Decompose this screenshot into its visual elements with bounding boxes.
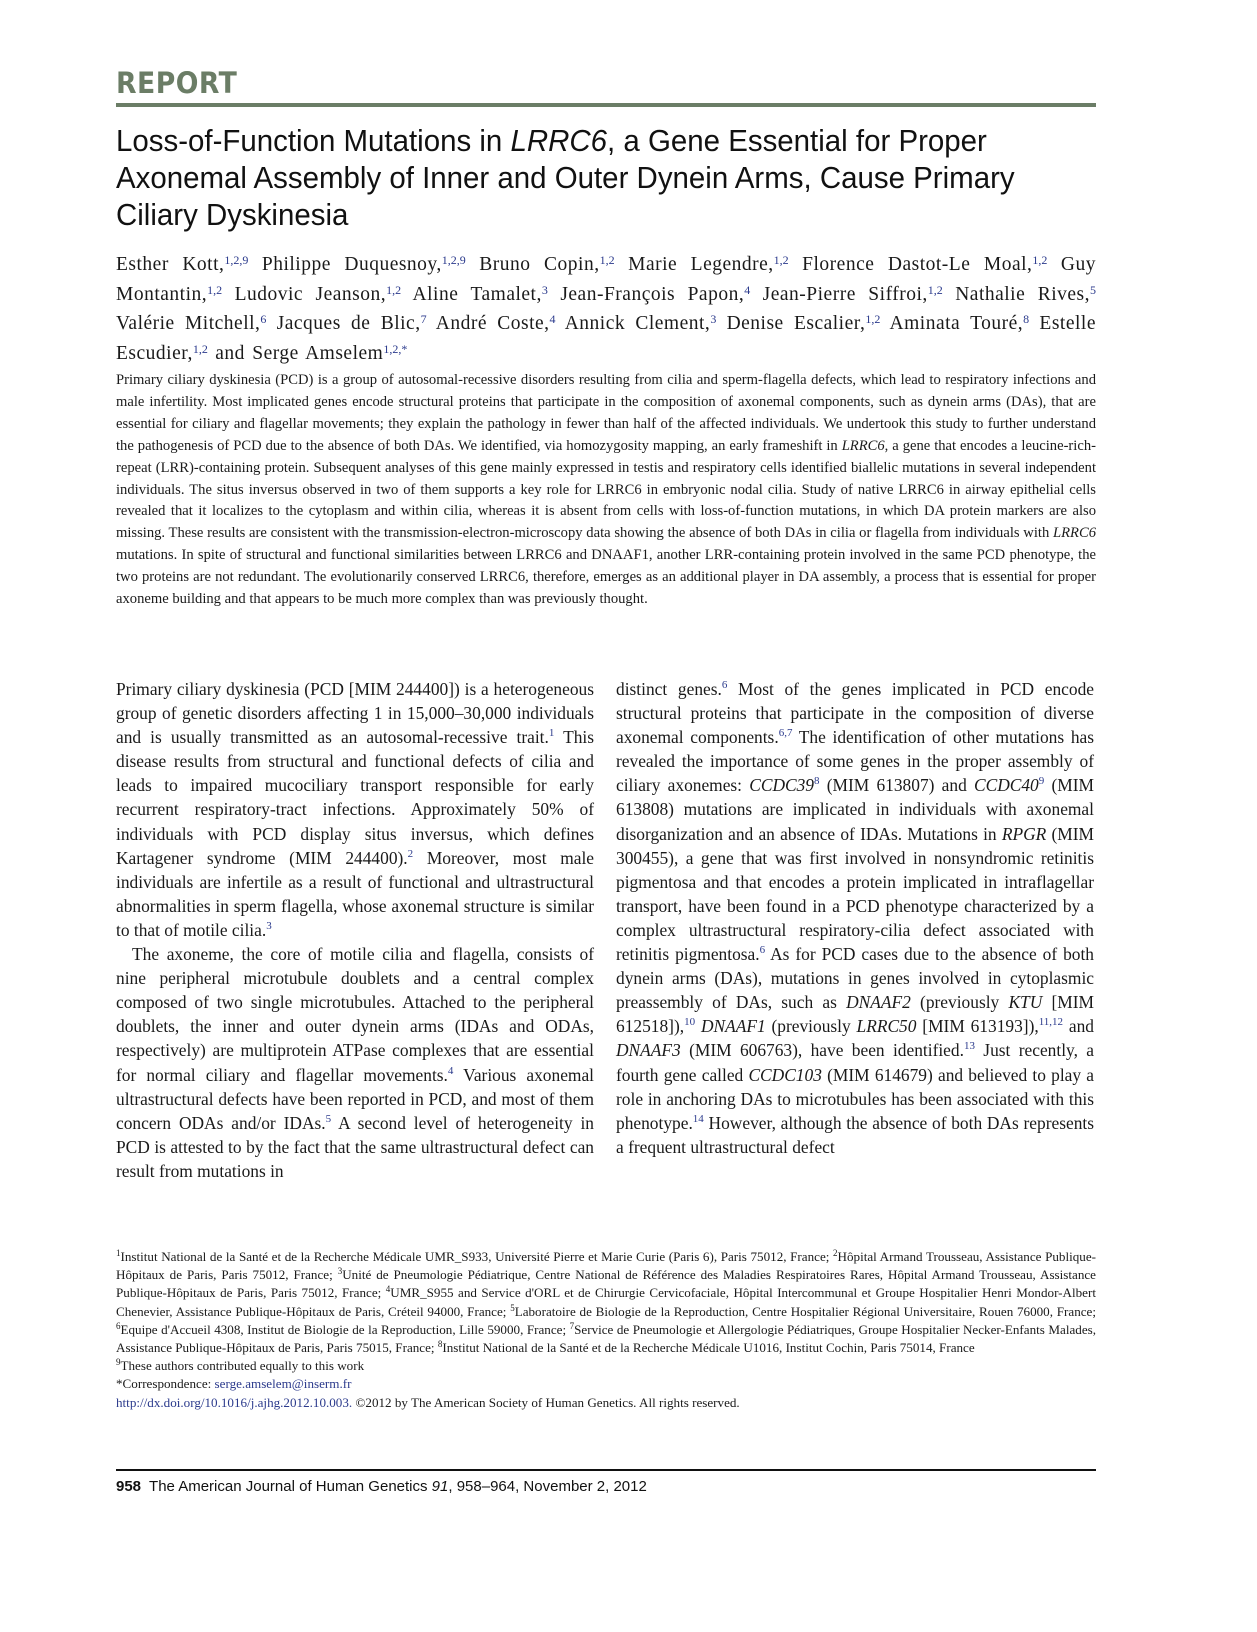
title-part-2: , a Gene Essential for Proper Axonemal Assembly of Inner and Outer Dynein Arms, Cause Primary Ciliary Dyskinesia bbox=[116, 123, 1015, 232]
author-affiliation-ref[interactable]: 1,2 bbox=[192, 341, 208, 356]
author-affiliation-ref[interactable]: 1,2,* bbox=[383, 341, 408, 356]
citation-ref[interactable]: 4 bbox=[447, 1064, 454, 1077]
page-number: 958 bbox=[116, 1478, 142, 1495]
gene-name: LRRC6 bbox=[1053, 525, 1096, 542]
title-gene: LRRC6 bbox=[510, 123, 608, 158]
citation-ref[interactable]: 14 bbox=[692, 1112, 704, 1125]
author-list bbox=[116, 248, 1096, 366]
author-affiliation-ref[interactable]: 1,2 bbox=[865, 312, 881, 326]
abstract bbox=[116, 370, 1096, 611]
gene-name: CCDC39 bbox=[749, 775, 814, 796]
author: Philippe Duquesnoy,$^{1,2,9}$ bbox=[261, 253, 466, 275]
author: Jacques de Blic,$^7$ bbox=[276, 312, 427, 334]
section-label: REPORT bbox=[116, 66, 238, 100]
page-footer bbox=[116, 1478, 647, 1495]
body-paragraph: Primary ciliary dyskinesia (PCD [MIM 244400]) is a heterogeneous group of genetic disorders affecting 1 in 15,000–30,000 individuals and is usually transmitted as an autosomal-recessive trait.$^1$ This disease results from structural and functional defects of cilia and leads to impaired mucociliary transport responsible for early recurrent respiratory-tract infections. Approximately 50% of individuals with PCD display situs inversus, which defines Kartagener syndrome (MIM 244400).$^2$ Moreover, most male individuals are infertile as a result of functional and ultrastructural abnormalities in sperm flagella, whose axonemal structure is similar to that of motile cilia.$^3$ bbox=[116, 679, 595, 940]
author-affiliation-ref[interactable]: 1,2 bbox=[927, 282, 943, 297]
author: Nathalie Rives,$^5$ bbox=[955, 282, 1096, 305]
author: Aline Tamalet,$^3$ bbox=[412, 282, 548, 305]
citation-ref[interactable]: 3 bbox=[266, 919, 272, 932]
gene-name: DNAAF1 bbox=[700, 1016, 766, 1037]
citation-ref[interactable]: 2 bbox=[407, 847, 414, 860]
journal-name: The American Journal of Human Genetics bbox=[149, 1478, 432, 1495]
author-affiliation-ref[interactable]: 5 bbox=[1090, 282, 1096, 297]
author: and Serge Amselem$^{1,2,*}$ bbox=[215, 341, 408, 364]
gene-name: RPGR bbox=[1001, 823, 1047, 844]
body-column-right bbox=[616, 677, 1094, 1159]
citation-ref[interactable]: 5 bbox=[325, 1112, 332, 1125]
citation-ref[interactable]: 1 bbox=[548, 727, 555, 740]
author-affiliation-ref[interactable]: 4 bbox=[744, 282, 751, 297]
title-part-1: Loss-of-Function Mutations in bbox=[116, 123, 511, 158]
author: Annick Clement,$^3$ bbox=[564, 312, 717, 334]
author-affiliation-ref[interactable]: 1,2 bbox=[207, 282, 223, 297]
author: Marie Legendre,$^{1,2}$ bbox=[628, 253, 789, 275]
journal-volume: 91 bbox=[431, 1478, 449, 1495]
doi-link[interactable]: http://dx.doi.org/10.1016/j.ajhg.2012.10.003. bbox=[116, 1394, 353, 1410]
citation-ref[interactable]: 6,7 bbox=[778, 727, 793, 740]
author: Esther Kott,$^{1,2,9}$ bbox=[116, 253, 249, 275]
author-affiliation-ref[interactable]: 1,2,9 bbox=[441, 253, 466, 267]
doi-line: http://dx.doi.org/10.1016/j.ajhg.2012.10.003. ©2012 by The American Society of Human Genetics. All rights reserved. bbox=[116, 1394, 740, 1410]
author-affiliation-ref[interactable]: 1,2 bbox=[386, 282, 402, 297]
author-affiliation-ref[interactable]: 8 bbox=[1023, 312, 1030, 326]
gene-name: CCDC103 bbox=[748, 1064, 822, 1085]
author: Aminata Touré,$^8$ bbox=[889, 312, 1030, 334]
gene-name: LRRC50 bbox=[856, 1016, 917, 1037]
author: Guy Montantin,$^{1,2}$ bbox=[116, 254, 1096, 305]
author: Denise Escalier,$^{1,2}$ bbox=[726, 312, 881, 334]
author-affiliation-ref[interactable]: 1,2 bbox=[773, 253, 789, 267]
author: Jean-Pierre Siffroi,$^{1,2}$ bbox=[762, 282, 943, 305]
citation-ref[interactable]: 6 bbox=[721, 679, 728, 691]
author: Ludovic Jeanson,$^{1,2}$ bbox=[234, 282, 402, 305]
author: Estelle Escudier,$^{1,2}$ bbox=[116, 313, 1096, 364]
citation-ref[interactable]: 9 bbox=[1038, 775, 1045, 788]
gene-name: LRRC6 bbox=[841, 437, 885, 454]
citation-ref[interactable]: 10 bbox=[684, 1016, 696, 1029]
author-affiliation-ref[interactable]: 1,2,9 bbox=[224, 253, 249, 267]
body-paragraph: distinct genes.$^6$ Most of the genes implicated in PCD encode structural proteins that participate in the composition of diverse axonemal components.$^{6,7}$ The identification of other mutations has revealed the importance of some genes in the proper assembly of ciliary axonemes: $CCDC39^8$ (MIM 613807) and $CCDC40^9$ (MIM 613808) mutations are implicated in individuals with axonemal disorganization and an absence of IDAs. Mutations in RPGR (MIM 300455), a gene that was first involved in nonsyndromic retinitis pigmentosa and that encodes a protein implicated in intraflagellar transport, have been found in a PCD phenotype characterized by a complex ultrastructural respiratory-cilia defect associated with retinitis pigmentosa.$^6$ As for PCD cases due to the absence of both dynein arms (DAs), mutations in genes involved in cytoplasmic preassembly of DAs, such as DNAAF2 (previously KTU [MIM 612518]),$^{10}$ DNAAF1 (previously LRRC50 [MIM 613193]),$^{11,12}$ and DNAAF3 (MIM 606763), have been identified.$^{13}$ Just recently, a fourth gene called CCDC103 (MIM 614679) and believed to play a role in anchoring DAs to microtubules has been associated with this phenotype.$^{14}$ However, although the absence of both DAs represents a frequent ultrastructural defect bbox=[616, 679, 1095, 1157]
author: André Coste,$^4$ bbox=[435, 312, 556, 334]
author: Florence Dastot-Le Moal,$^{1,2}$ bbox=[802, 253, 1048, 275]
author-affiliation-ref[interactable]: 1,2 bbox=[1032, 253, 1048, 267]
gene-name: KTU bbox=[1008, 992, 1043, 1013]
author: Valérie Mitchell,$^6$ bbox=[116, 312, 267, 334]
journal-citation: , 958–964, November 2, 2012 bbox=[448, 1478, 647, 1495]
affiliation-list: $^1$Institut National de la Santé et de la Recherche Médicale UMR_S933, Université Pierre et Marie Curie (Paris 6), Paris 75012, France; $^2$Hôpital Armand Trousseau, Assistance Publique-Hôpitaux de Paris, Paris 75012, France; $^3$Unité de Pneumologie Pédiatrique, Centre National de Référence des Maladies Respiratoires Rares, Hôpital Armand Trousseau, Assistance Publique-Hôpitaux de Paris, Paris 75012, France; $^4$UMR_S955 and Service d'ORL et de Chirurgie Cervicofaciale, Hôpital Intercommunal et Groupe Hospitalier Henri Mondor-Albert Chenevier, Assistance Publique-Hôpitaux de Paris, Créteil 94000, France; $^5$Laboratoire de Biologie de la Reproduction, Centre Hospitalier Régional Universitaire, Rouen 76000, France; $^6$Equipe d'Accueil 4308, Institut de Biologie de la Reproduction, Lille 59000, France; $^7$Service de Pneumologie et Allergologie Pédiatriques, Groupe Hospitalier Necker-Enfants Malades, Assistance Publique-Hôpitaux de Paris, Paris 75015, France; $^8$Institut National de la Santé et de la Recherche Médicale U1016, Institut Cochin, Paris 75014, France bbox=[116, 1248, 1097, 1356]
body-column-left bbox=[116, 677, 594, 1183]
gene-name: DNAAF2 bbox=[846, 992, 911, 1013]
affiliations-footnote bbox=[116, 1248, 1096, 1412]
article-title bbox=[116, 122, 1047, 233]
abstract-text: Primary ciliary dyskinesia (PCD) is a group of autosomal-recessive disorders resulting from cilia and sperm-flagella defects, which lead to respiratory infections and male infertility. Most implicated genes encode structural proteins that participate in the composition of axonemal components, such as dynein arms (DAs), that are essential for ciliary and flagellar movements; they explain the pathology in fewer than half of the affected individuals. We undertook this study to further understand the pathogenesis of PCD due to the absence of both DAs. We identified, via homozygosity mapping, an early frameshift in LRRC6, a gene that encodes a leucine-rich-repeat (LRR)-containing protein. Subsequent analyses of this gene mainly expressed in testis and respiratory cells identified biallelic mutations in several independent individuals. The situs inversus observed in two of them supports a key role for LRRC6 in embryonic nodal cilia. Study of native LRRC6 in airway epithelial cells revealed that it localizes to the cytoplasm and within cilia, whereas it is absent from cells with loss-of-function mutations, in which DA protein markers are also missing. These results are consistent with the transmission-electron-microscopy data showing the absence of both DAs in cilia or flagella from individuals with LRRC6 mutations. In spite of structural and functional similarities between LRRC6 and DNAAF1, another LRR-containing protein involved in the same PCD phenotype, the two proteins are not redundant. The evolutionarily conserved LRRC6, therefore, emerges as an additional player in DA assembly, a process that is essential for proper axoneme building and that appears to be much more complex than was previously thought. bbox=[116, 372, 1096, 608]
citation-ref[interactable]: 8 bbox=[814, 775, 820, 788]
author-affiliation-ref[interactable]: 7 bbox=[420, 312, 427, 326]
author-affiliation-ref[interactable]: 1,2 bbox=[599, 253, 615, 267]
author-affiliation-ref[interactable]: 3 bbox=[541, 282, 548, 297]
author-affiliation-ref[interactable]: 6 bbox=[260, 312, 267, 326]
citation-ref[interactable]: 11,12 bbox=[1038, 1016, 1064, 1029]
gene-name: DNAAF3 bbox=[616, 1040, 681, 1061]
header-divider bbox=[116, 103, 1096, 107]
gene-name: CCDC40 bbox=[974, 775, 1039, 796]
correspondence-line: *Correspondence: serge.amselem@inserm.fr bbox=[116, 1376, 352, 1392]
citation-ref[interactable]: 13 bbox=[963, 1040, 975, 1053]
body-paragraph: The axoneme, the core of motile cilia and flagella, consists of nine peripheral microtubule doublets and a central complex composed of two single microtubules. Attached to the peripheral doublets, the inner and outer dynein arms (IDAs and ODAs, respectively) are multiprotein ATPase complexes that are essential for normal ciliary and flagellar movements.$^4$ Various axonemal ultrastructural defects have been reported in PCD, and most of them concern ODAs and/or IDAs.$^5$ A second level of heterogeneity in PCD is attested to by the fact that the same ultrastructural defect can result from mutations in bbox=[116, 944, 594, 1181]
equal-contribution-note: $^9$These authors contributed equally to this work bbox=[116, 1357, 365, 1374]
footer-divider bbox=[116, 1469, 1096, 1471]
citation-ref[interactable]: 6 bbox=[759, 944, 766, 957]
author-affiliation-ref[interactable]: 3 bbox=[710, 312, 717, 326]
author: Jean-François Papon,$^4$ bbox=[560, 282, 751, 305]
author: Bruno Copin,$^{1,2}$ bbox=[479, 253, 615, 275]
author-affiliation-ref[interactable]: 4 bbox=[549, 312, 556, 326]
correspondence-email-link[interactable]: serge.amselem@inserm.fr bbox=[214, 1376, 352, 1392]
